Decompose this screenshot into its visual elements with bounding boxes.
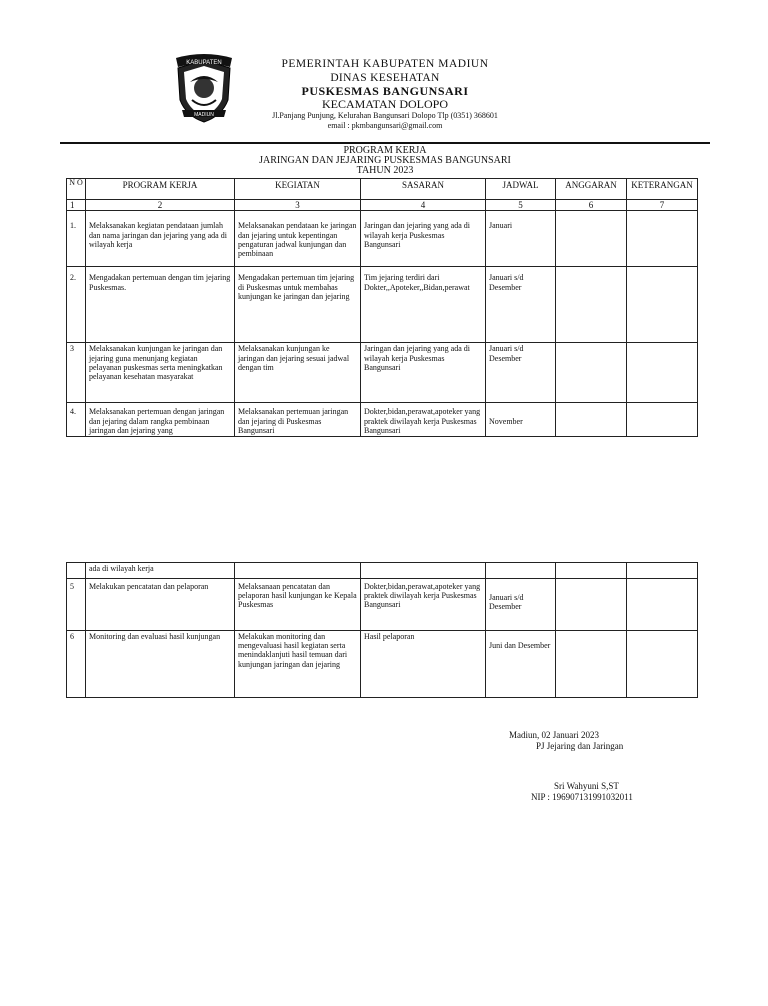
row-program: Melaksanakan pertemuan dengan jaringan dan jejaring dalam rangka pembinaan jaringan dan jejaring yang — [86, 403, 235, 437]
table-row — [67, 579, 698, 631]
table-row — [67, 343, 698, 403]
doc-title-line1: PROGRAM KERJA — [343, 145, 427, 156]
row-jadwal: Juni dan Desember — [486, 631, 556, 698]
colnum-3: 3 — [235, 200, 361, 211]
row-keterangan — [627, 403, 698, 437]
row-kegiatan: Melaksanakan pertemuan jaringan dan jejaring di Puskesmas Bangunsari — [235, 403, 361, 437]
row-kegiatan: Melaksanakan pendataan ke jaringan dan jejaring untuk kepentingan pengaturan jadwal kunjungan dan pembinaan — [235, 211, 361, 267]
row-anggaran — [556, 211, 627, 267]
row-no: 4. — [67, 403, 86, 437]
program-table-page2 — [66, 562, 698, 698]
row-no: 5 — [67, 579, 86, 631]
header-kegiatan: KEGIATAN — [235, 179, 361, 200]
colnum-2: 2 — [86, 200, 235, 211]
row-no — [67, 563, 86, 579]
letterhead-department: DINAS KESEHATAN — [330, 72, 440, 84]
header-keterangan: KETERANGAN — [627, 179, 698, 200]
letterhead-puskesmas: PUSKESMAS BANGUNSARI — [301, 84, 469, 98]
row-sasaran — [361, 563, 486, 579]
signature-name: Sri Wahyuni S,ST — [554, 781, 619, 791]
colnum-6: 6 — [556, 200, 627, 211]
letterhead-district: KECAMATAN DOLOPO — [321, 97, 449, 111]
row-keterangan — [627, 343, 698, 403]
row-kegiatan: Melaksanaan pencatatan dan pelaporan hasil kunjungan ke Kepala Puskesmas — [235, 579, 361, 631]
row-kegiatan — [235, 563, 361, 579]
signature-nip: NIP : 196907131991032011 — [531, 792, 633, 802]
row-jadwal — [486, 563, 556, 579]
row-no: 2. — [67, 267, 86, 343]
column-number-row — [67, 200, 698, 211]
row-anggaran — [556, 267, 627, 343]
row-anggaran — [556, 563, 627, 579]
row-kegiatan: Melaksanakan kunjungan ke jaringan dan jejaring sesuai jadwal dengan tim — [235, 343, 361, 403]
header-sasaran: SASARAN — [361, 179, 486, 200]
colnum-1: 1 — [67, 200, 86, 211]
row-sasaran: Dokter,bidan,perawat,apoteker yang praktek diwilayah kerja Puskesmas Bangunsari — [361, 579, 486, 631]
row-no: 6 — [67, 631, 86, 698]
row-jadwal: Januari — [486, 211, 556, 267]
row-kegiatan: Mengadakan pertemuan tim jejaring di Puskesmas untuk membahas kunjungan ke jaringan dan jejaring — [235, 267, 361, 343]
letterhead-government: PEMERINTAH KABUPATEN MADIUN — [281, 58, 489, 70]
row-no: 3 — [67, 343, 86, 403]
row-keterangan — [627, 631, 698, 698]
doc-title-line3: TAHUN 2023 — [356, 165, 414, 176]
header-no: N O — [67, 179, 86, 200]
row-program: Melaksanakan kegiatan pendataan jumlah dan nama jaringan dan jejaring yang ada di wilayah kerja — [86, 211, 235, 267]
program-table-page1 — [66, 178, 698, 437]
row-anggaran — [556, 579, 627, 631]
row-sasaran: Dokter,bidan,perawat,apoteker yang praktek diwilayah kerja Puskesmas Bangunsari — [361, 403, 486, 437]
row-no: 1. — [67, 211, 86, 267]
logo-banner-text: KABUPATEN — [186, 60, 222, 66]
signature-place-date: Madiun, 02 Januari 2023 — [509, 730, 599, 740]
colnum-4: 4 — [361, 200, 486, 211]
letterhead-email: email : pkmbangunsari@gmail.com — [327, 121, 443, 130]
row-anggaran — [556, 631, 627, 698]
row-kegiatan: Melakukan monitoring dan mengevaluasi hasil kegiatan serta menindaklanjuti hasil temuan dari kunjungan jaringan dan jejaring — [235, 631, 361, 698]
header-program: PROGRAM KERJA — [86, 179, 235, 200]
row-anggaran — [556, 403, 627, 437]
row-program: Melakukan pencatatan dan pelaporan — [86, 579, 235, 631]
row-program: Monitoring dan evaluasi hasil kunjungan — [86, 631, 235, 698]
row-sasaran: Jaringan dan jejaring yang ada di wilayah kerja Puskesmas Bangunsari — [361, 343, 486, 403]
table-row — [67, 267, 698, 343]
table-header-row — [67, 179, 698, 200]
colnum-5: 5 — [486, 200, 556, 211]
header-divider — [60, 142, 710, 144]
table-row — [67, 563, 698, 579]
signature-role: PJ Jejaring dan Jaringan — [536, 741, 624, 751]
logo-bottom-text: MADIUN — [194, 112, 214, 118]
header-anggaran: ANGGARAN — [556, 179, 627, 200]
row-jadwal: Januari s/d Desember — [486, 579, 556, 631]
row-program: ada di wilayah kerja — [86, 563, 235, 579]
header-jadwal: JADWAL — [486, 179, 556, 200]
row-keterangan — [627, 579, 698, 631]
row-jadwal: November — [486, 403, 556, 437]
row-jadwal: Januari s/d Desember — [486, 267, 556, 343]
row-keterangan — [627, 211, 698, 267]
row-anggaran — [556, 343, 627, 403]
row-program: Mengadakan pertemuan dengan tim jejaring Puskesmas. — [86, 267, 235, 343]
row-program: Melaksanakan kunjungan ke jaringan dan jejaring guna menunjang kegiatan pelayanan puskesmas serta meningkatkan pelayanan kesehatan masyarakat — [86, 343, 235, 403]
letterhead-address: Jl.Panjang Punjung, Kelurahan Bangunsari Dolopo Tlp (0351) 368601 — [272, 111, 498, 120]
row-sasaran: Hasil pelaporan — [361, 631, 486, 698]
doc-title-line2: JARINGAN DAN JEJARING PUSKESMAS BANGUNSARI — [259, 155, 511, 166]
row-sasaran: Tim jejaring terdiri dari Dokter,,Apoteker,,Bidan,perawat — [361, 267, 486, 343]
row-keterangan — [627, 267, 698, 343]
row-sasaran: Jaringan dan jejaring yang ada di wilayah kerja Puskesmas Bangunsari — [361, 211, 486, 267]
table-row — [67, 403, 698, 437]
colnum-7: 7 — [627, 200, 698, 211]
row-keterangan — [627, 563, 698, 579]
table-row — [67, 631, 698, 698]
table-row — [67, 211, 698, 267]
row-jadwal: Januari s/d Desember — [486, 343, 556, 403]
